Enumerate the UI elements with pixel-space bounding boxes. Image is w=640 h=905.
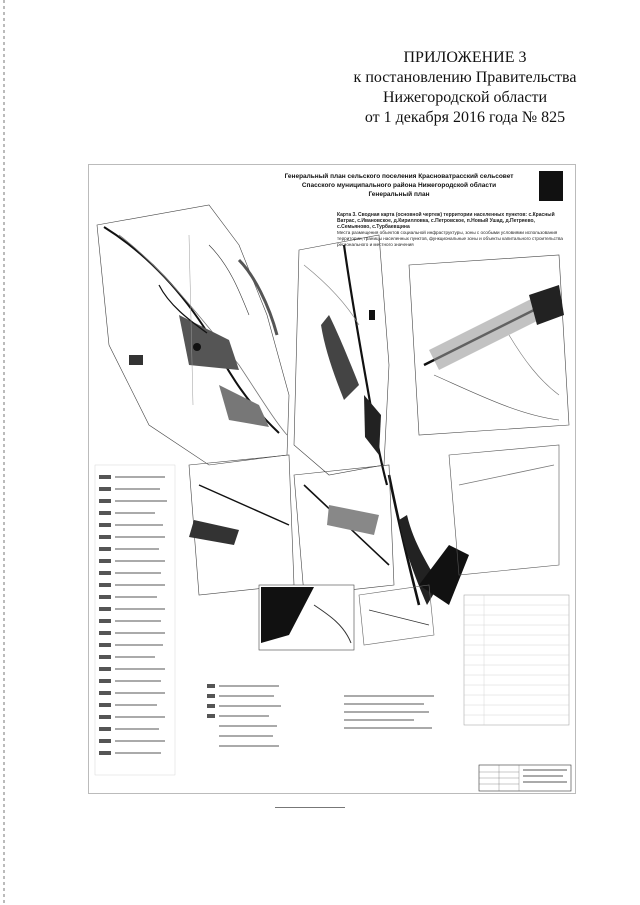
appendix-date-line: от 1 декабря 2016 года № 825 — [364, 109, 566, 126]
page-scan-edge — [3, 0, 5, 905]
title-block-stamp — [479, 765, 571, 791]
map-panel-south-inset — [259, 585, 434, 650]
sheet-title-line-1: Генеральный план сельского поселения Красноватрасский сельсовет — [284, 173, 514, 180]
page-footer-rule — [275, 807, 345, 808]
map-caption-notes: Места размещения объектов социальной инфраструктуры, зоны с особыми условиями использования территории, границы населенных пунктов, функциональные зоны и объекты капитального строительства регионального и местного значения — [337, 230, 563, 247]
master-plan-map — [89, 165, 575, 793]
map-panel-south-west — [189, 455, 394, 595]
map-panel-north-west — [97, 205, 289, 465]
appendix-number: ПРИЛОЖЕНИЕ 3 — [403, 49, 527, 66]
sheet-title-line-2: Спасского муниципального района Нижегородской области — [301, 182, 497, 189]
map-panel-central — [294, 235, 389, 485]
appendix-heading — [300, 48, 630, 128]
appendix-reference-line: к постановлению Правительства — [353, 69, 577, 86]
map-caption-title: Карта 3. Сводная карта (основной чертеж) территории населенных пунктов: с.Красный Ватрас, с.Ивановское, д.Кирилловка, с.Петровское, п.Новый Ушад, д.Петряево, с.Семьяново, с.Турбаевщина — [337, 212, 555, 230]
map-legend-bottom — [207, 684, 434, 747]
map-panel-river-south — [389, 445, 559, 605]
appendix-region-line: Нижегородской области — [382, 89, 547, 106]
sheet-logo-emblem — [539, 171, 563, 201]
master-plan-sheet — [88, 164, 576, 794]
map-panel-north-east — [409, 255, 569, 435]
map-table-right — [464, 595, 569, 725]
map-caption — [337, 212, 569, 248]
map-legend-left — [95, 465, 175, 775]
sheet-title-line-3: Генеральный план — [368, 191, 430, 198]
sheet-title-block — [264, 172, 534, 199]
